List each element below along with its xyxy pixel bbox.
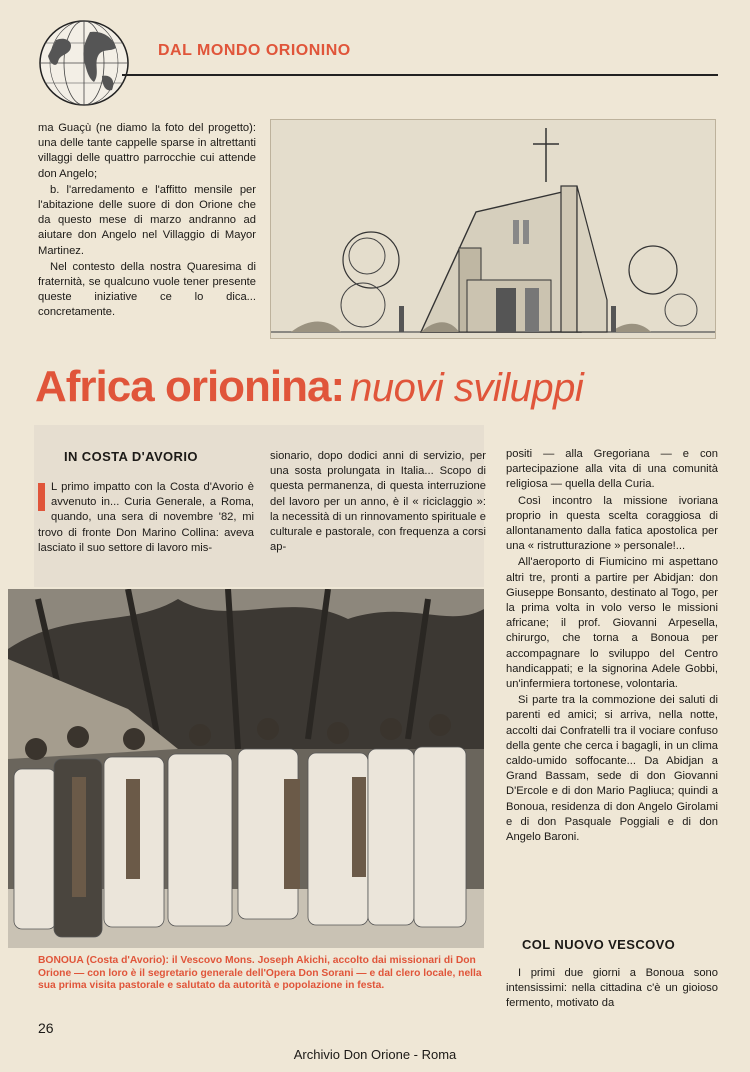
column-1-text: L primo impatto con la Costa d'Avorio è avvenuto in... Curia Generale, a Roma, quando, una sera di novembre '82, mi trovo di fronte Don Marino Collina: aveva lasciato il suo settore di lavoro mis-	[38, 481, 254, 554]
column-3-paragraph: positi — alla Gregoriana — e con partecipazione alla vita di una comunità religiosa — quella della Curia.	[506, 448, 718, 491]
top-text-column	[38, 121, 256, 322]
top-paragraph: Nel contesto della nostra Quaresima di fraternità, se qualcuno vuole tener presente queste iniziative ce lo dica... concretamente.	[38, 260, 256, 319]
subhead-costa-davorio: IN COSTA D'AVORIO	[64, 449, 198, 464]
column-3-paragraph: All'aeroporto di Fiumicino mi aspettano altri tre, pronti a partire per Abidjan: don Giuseppe Bonsanto, destinato al Togo, per la prima volta in volo verso le missioni africane; il prof. Giovanni Arpesella, chirurgo, che torna a Bonoua per accompagnare lo sviluppo del Centro handicappati; e la signorina Adele Gobbi, un'infermiera tortonese, volontaria.	[506, 556, 718, 691]
article-column-1	[38, 480, 254, 556]
headline-main: Africa orionina:	[35, 362, 345, 411]
globe-icon	[36, 18, 132, 108]
archive-credit: Archivio Don Orione - Roma	[293, 1047, 457, 1062]
top-paragraph: ma Guaçù (ne diamo la foto del progetto): una delle tante cappelle sparse in altrettanti villaggi delle quattro parrocchie cui attende don Angelo;	[38, 122, 256, 180]
chapel-sketch-image	[270, 119, 716, 339]
photo-caption: BONOUA (Costa d'Avorio): il Vescovo Mons. Joseph Akichi, accolto dai missionari di Don Orione — con loro è il segretario generale dell'Opera Don Sorani — e dal clero locale, nella sua prima visita pastorale e salutato da autorità e popolazione in festa.	[38, 955, 482, 992]
column-3-paragraph: Si parte tra la commozione dei saluti di parenti ed amici; si arriva, nella notte, accolti dai Confratelli tra il vociare confuso della gente che cerca i bagagli, in un clima caldo-umido soffocante... Da Abidjan a Grand Bassam, sede di don Giovanni D'Ercole e di don Mario Pagliuca; quindi a Bonoua, residenza di don Angelo Girolami e di don Pasquale Poggiali e di don Angelo Baroni.	[506, 694, 718, 844]
subhead-nuovo-vescovo: COL NUOVO VESCOVO	[522, 937, 676, 952]
group-photo	[8, 589, 484, 948]
dropcap-bar	[38, 483, 45, 511]
section-title: DAL MONDO ORIONINO	[158, 42, 351, 59]
column-2-text: sionario, dopo dodici anni di servizio, per una sosta prolungata in Italia... Scopo di questa permanenza, di questa interruzione del lavoro per un anno, è il « riciclaggio »: la necessità di un rinnovamento spirituale e culturale e pastorale, con frequenza a corsi ap-	[270, 450, 486, 554]
column-3-paragraph: Così incontro la missione ivoriana proprio in questa scelta coraggiosa di allontanamento dalla fatica apostolica per una « ristrutturazione » personale!...	[506, 494, 718, 553]
article-column-2	[270, 449, 486, 555]
top-paragraph: b. l'arredamento e l'affitto mensile per l'abitazione delle suore di don Orione che da questo mese di marzo andranno ad aiutare don Angelo nel Villaggio di Mayor Martinez.	[38, 183, 256, 257]
page-number: 26	[38, 1020, 54, 1036]
article-headline	[35, 362, 583, 412]
article-column-3	[506, 447, 718, 846]
article-column-3b	[506, 966, 718, 1013]
column-3b-paragraph: I primi due giorni a Bonoua sono intensissimi: nella cittadina c'è un gioioso fermento, motivato da	[506, 967, 718, 1010]
header-rule	[122, 74, 718, 76]
headline-sub: nuovi sviluppi	[350, 366, 584, 410]
